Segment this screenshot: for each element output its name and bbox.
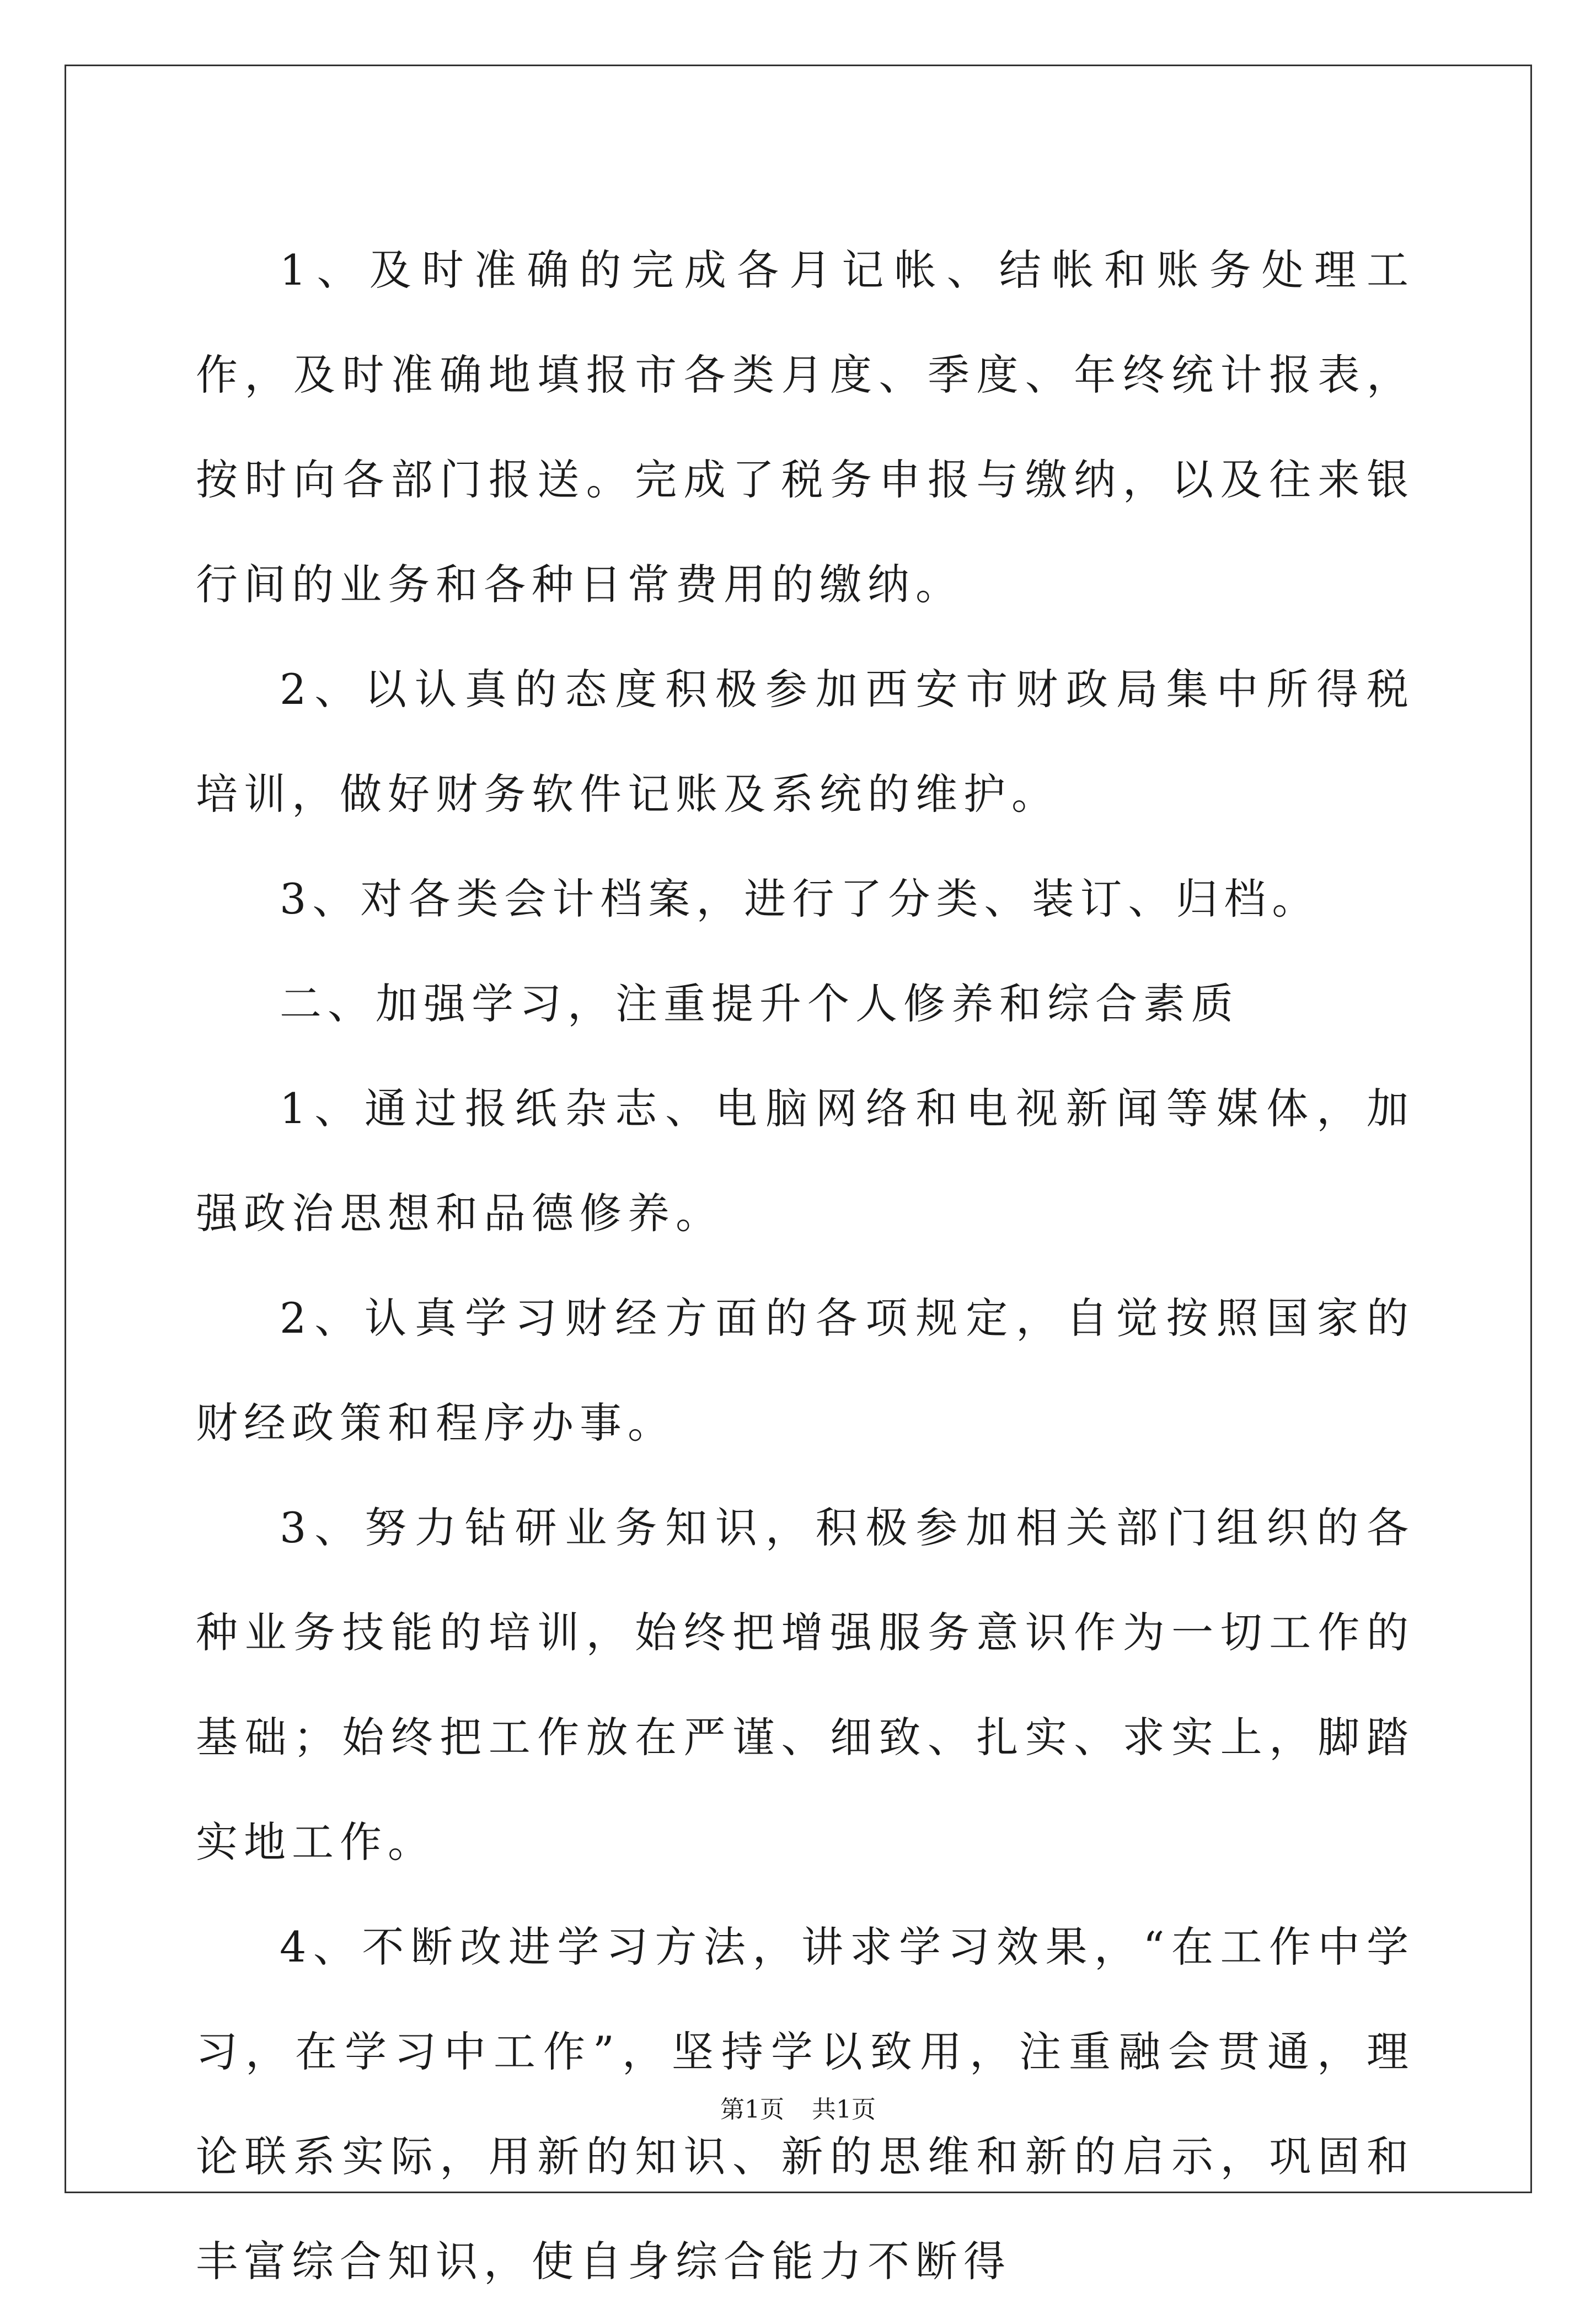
page-footer	[0, 2093, 1596, 2126]
page-total: 共1页	[812, 2096, 876, 2124]
paragraph: 3、对各类会计档案，进行了分类、装订、归档。	[280, 874, 1320, 923]
document-body	[196, 218, 1415, 2314]
paragraph: 4、不断改进学习方法，讲求学习效果，“在工作中学习，在学习中工作”，坚持学以致用，注重融会贯通，理论联系实际，用新的知识、新的思维和新的启示，巩固和丰富综合知识，使自身综合能力不断得	[196, 1922, 1415, 2286]
paragraph: 1、及时准确的完成各月记帐、结帐和账务处理工作，及时准确地填报市各类月度、季度、年终统计报表，按时向各部门报送。完成了税务申报与缴纳，以及往来银行间的业务和各种日常费用的缴纳。	[196, 245, 1415, 609]
page-number: 第1页	[720, 2096, 784, 2124]
paragraph: 2、以认真的态度积极参加西安市财政局集中所得税培训，做好财务软件记账及系统的维护。	[196, 665, 1415, 819]
section-heading: 二、加强学习，注重提升个人修养和综合素质	[280, 979, 1239, 1028]
paragraph: 2、认真学习财经方面的各项规定，自觉按照国家的财经政策和程序办事。	[196, 1294, 1415, 1447]
paragraph: 1、通过报纸杂志、电脑网络和电视新闻等媒体，加强政治思想和品德修养。	[196, 1084, 1415, 1238]
paragraph: 3、努力钻研业务知识，积极参加相关部门组织的各种业务技能的培训，始终把增强服务意识作为一切工作的基础；始终把工作放在严谨、细致、扎实、求实上，脚踏实地工作。	[196, 1503, 1415, 1867]
